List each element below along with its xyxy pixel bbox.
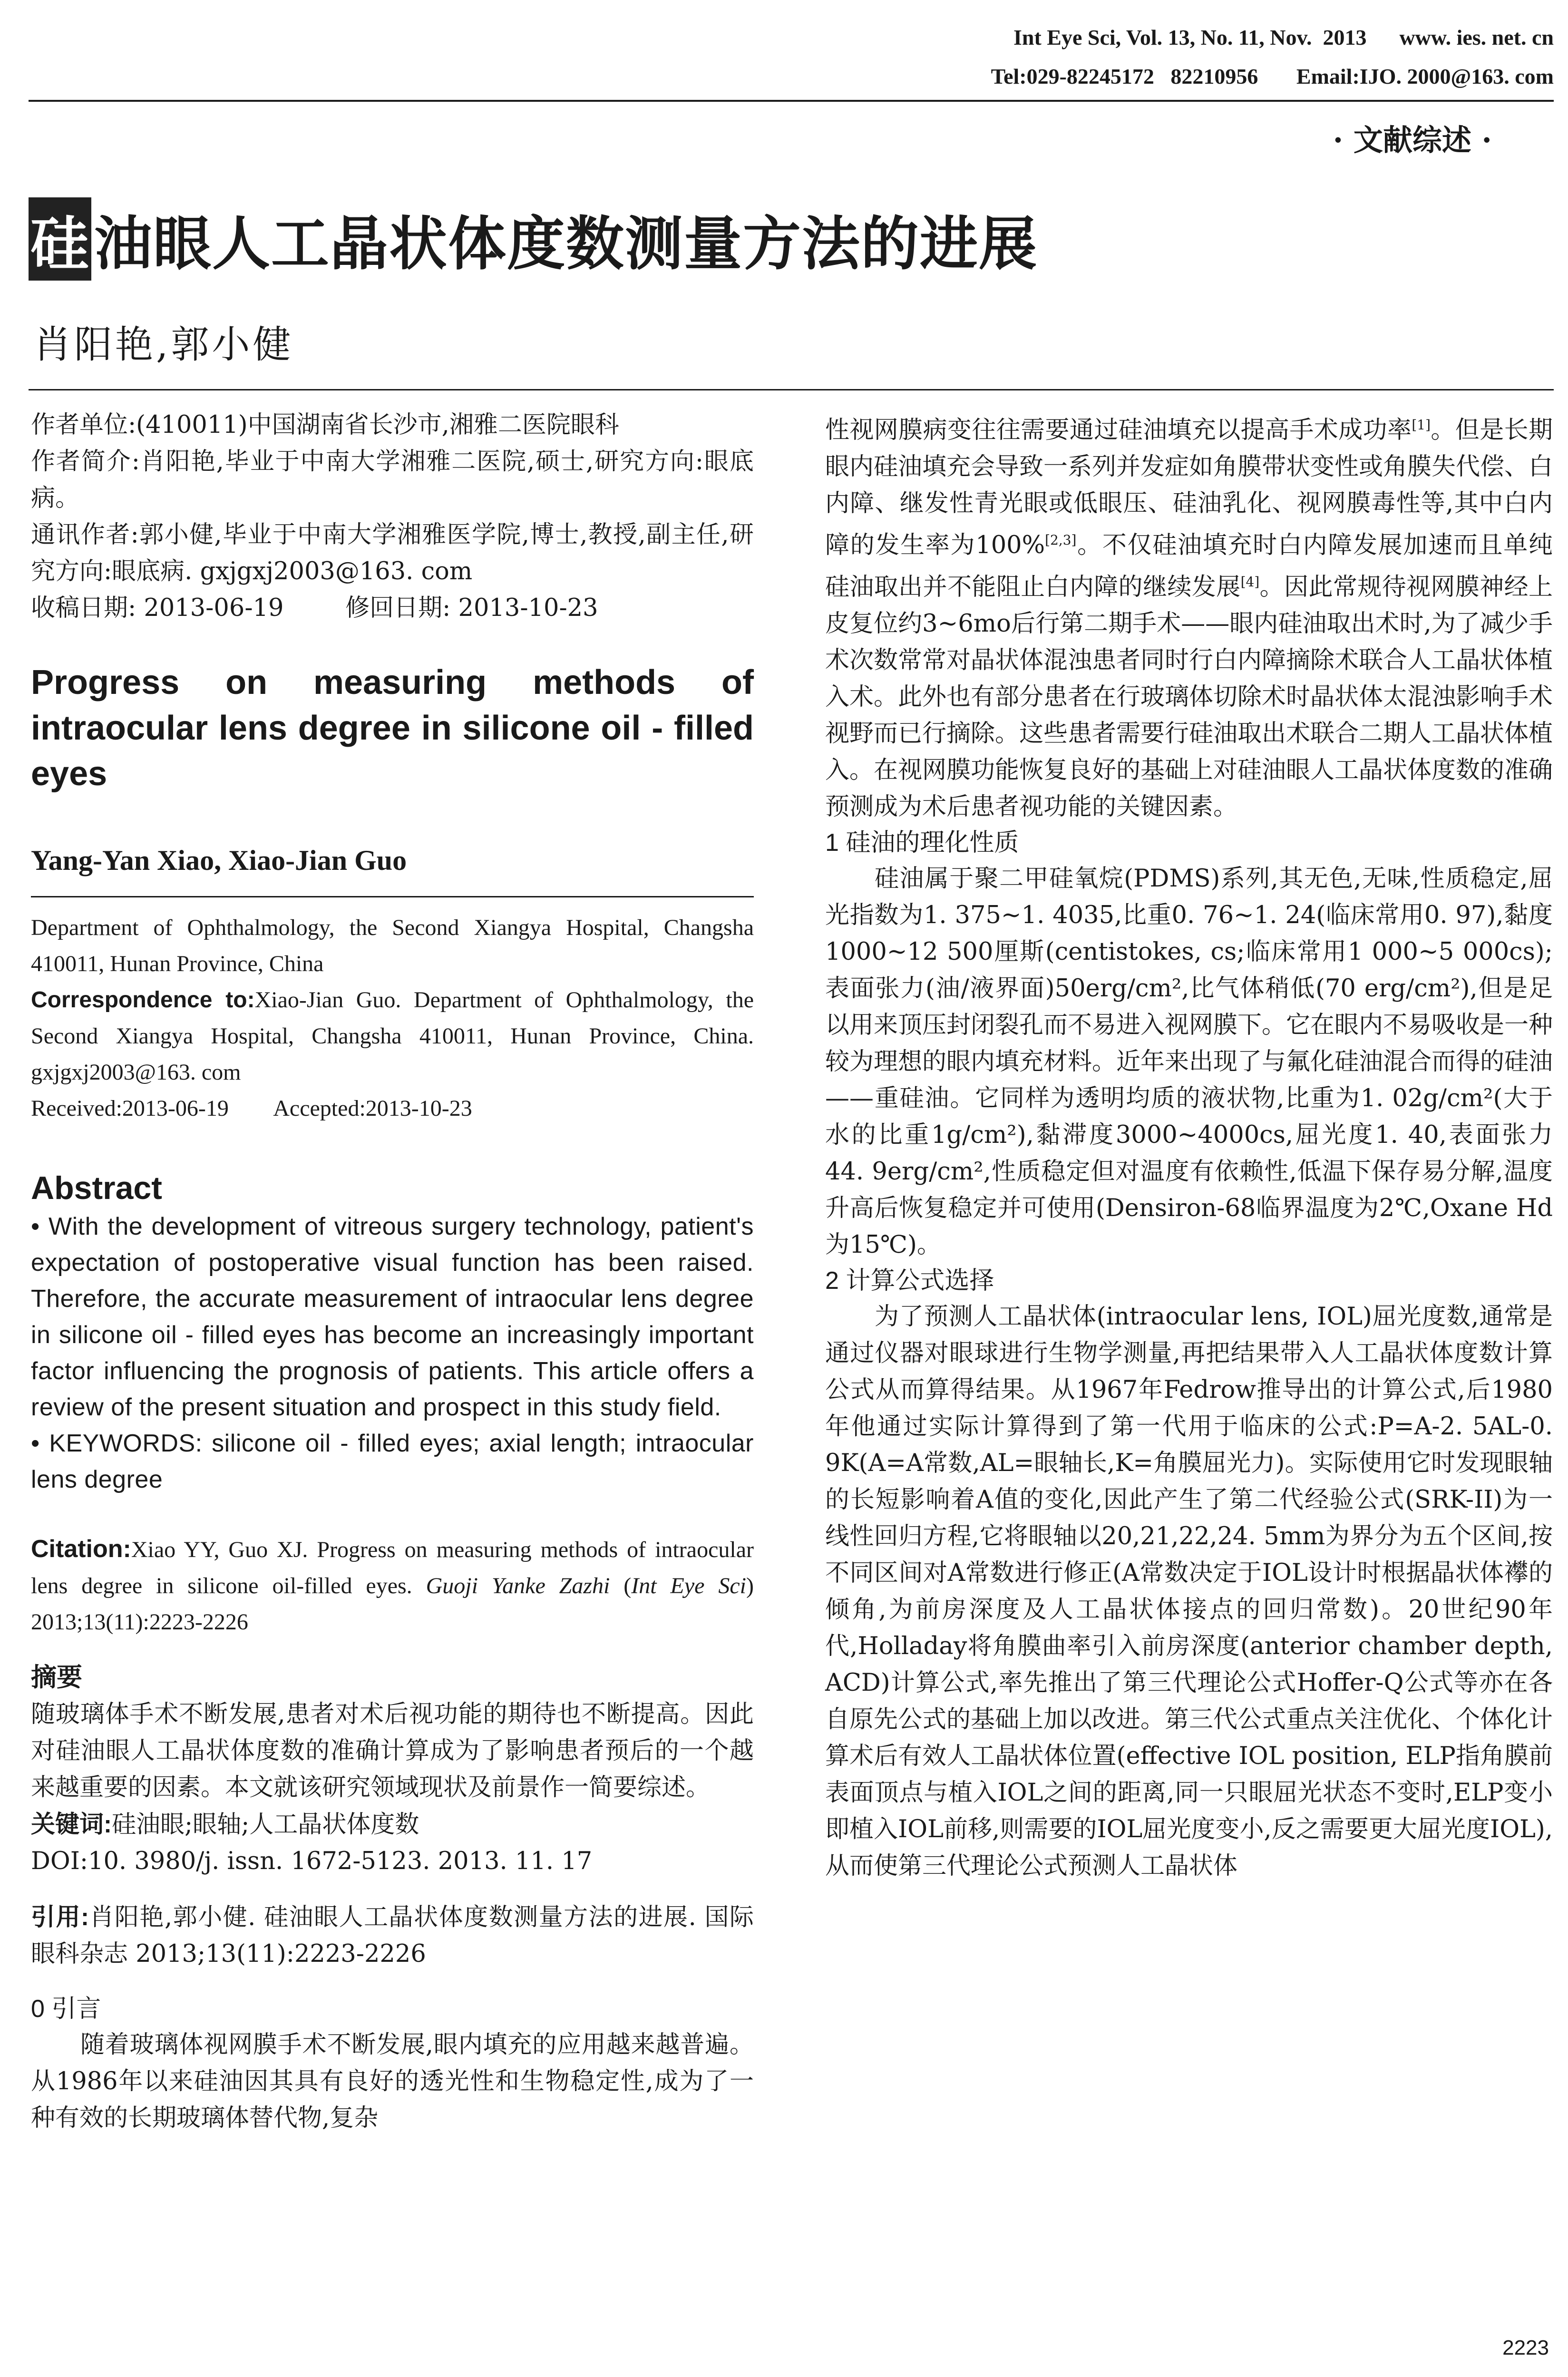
section-2-heading: 2 计算公式选择	[825, 1267, 994, 1295]
department: Department of Ophthalmology, the Second Xiangya Hospital, Changsha 410011, Hunan Province, China	[31, 915, 754, 976]
section-2-paragraph: 为了预测人工晶状体(intraocular lens, IOL)屈光度数,通常是通过仪器对眼球进行生物学测量,再把结果带入人工晶状体度数计算公式从而算得结果。从1967年Fedrow推导出的计算公式,后1980年他通过实际计算得到了第一代用于临床的公式:P=A-2. 5AL-0. 9K(A=A常数,AL=眼轴长,K=角膜屈光力)。实际使用它时发现眼轴的长短影响着A值的变化,因此产生了第二代经验公式(SRK-II)为一线性回归方程,它将眼轴以20,21,22,24. 5mm为界分为五个区间,按不同区间对A常数进行修正(A常数决定于IOL设计时根据晶状体襻的倾角,为前房深度及人工晶状体接点的回归常数)。20世纪90年代,Holladay将角膜曲率引入前房深度(anterior chamber depth, ACD)计算公式,率先推出了第三代理论公式Hoffer-Q公式等亦在各自原先公式的基础上加以改进。第三代公式重点关注优化、个体化计算术后有效人工晶状体位置(effective IOL position, ELP指角膜前表面顶点与植入IOL之间的距离,同一只眼屈光状态不变时,ELP变小即植入IOL前移,则需要的IOL屈光度变小,反之需要更大屈光度IOL),从而使第三代理论公式预测人工晶状体	[825, 1303, 1553, 1880]
authors-rule	[29, 389, 1554, 390]
english-authors: Yang-Yan Xiao, Xiao-Jian Guo	[31, 845, 407, 876]
correspondence: Correspondence to:Xiao-Jian Guo. Department of Ophthalmology, the Second Xiangya Hospital, Changsha 410011, Hunan Province, China. gxjgxj2003@163. com	[31, 987, 754, 1085]
affiliation-line: 作者单位:(410011)中国湖南省长沙市,湘雅二医院眼科	[31, 411, 619, 439]
section-1-paragraph: 硅油属于聚二甲硅氧烷(PDMS)系列,其无色,无味,性质稳定,屈光指数为1. 375~1. 4035,比重0. 76~1. 24(临床常用0. 97),黏度1000~12 500厘斯(centistokes, cs;临床常用1 000~5 000cs);表面张力(油/液界面)50erg/cm²,比气体稍低(70 erg/cm²),但是足以用来顶压封闭裂孔而不易进入视网膜下。它在眼内不易吸收是一种较为理想的眼内填充材料。近年来出现了与氟化硅油混合而得的硅油——重硅油。它同样为透明均质的液状物,比重为1. 02g/cm²(大于水的比重1g/cm²),黏滞度3000~4000cs,屈光度1. 40,表面张力44. 9erg/cm²,性质稳定但对温度有依赖性,低温下保存易分解,温度升高后恢复稳定并可使用(Densiron-68临界温度为2℃,Oxane Hd为15℃)。	[825, 865, 1553, 1259]
received-dates-en: Received:2013-06-19 Accepted:2013-10-23	[31, 1096, 472, 1121]
english-title: Progress on measuring methods of intraocular lens degree in silicone oil - filled eyes	[31, 663, 754, 793]
section-1-heading: 1 硅油的理化性质	[825, 829, 1019, 857]
reference-4: [4]	[1240, 574, 1260, 590]
left-column	[31, 407, 754, 2136]
intro-continued-paragraph: 性视网膜病变往往需要通过硅油填充以提高手术成功率[1]。但是长期眼内硅油填充会导致一系列并发症如角膜带状变性或角膜失代偿、白内障、继发性青光眼或低眼压、硅油乳化、视网膜毒性等,其中白内障的发生率为100%[2,3]。不仅硅油填充时白内障发展加速而且单纯硅油取出并不能阻止白内障的继续发展[4]。因此常规待视网膜神经上皮复位约3~6mo后行第二期手术——眼内硅油取出术时,为了减少手术次数常常对晶状体混浊患者同时行白内障摘除术联合人工晶状体植入术。此外也有部分患者在行玻璃体切除术时晶状体太混浊影响手术视野而已行摘除。这些患者需要行硅油取出术联合二期人工晶状体植入。在视网膜功能恢复良好的基础上对硅油眼人工晶状体度数的准确预测成为术后患者视功能的关键因素。	[825, 416, 1553, 821]
doi: DOI:10. 3980/j. issn. 1672-5123. 2013. 11. 17	[31, 1847, 593, 1875]
article-category: · 文献综述 ·	[1333, 123, 1492, 157]
article-title	[29, 197, 1038, 281]
section-0-paragraph: 随着玻璃体视网膜手术不断发展,眼内填充的应用越来越普遍。从1986年以来硅油因其具有良好的透光性和生物稳定性,成为了一种有效的长期玻璃体替代物,复杂	[31, 2031, 754, 2132]
header-rule	[29, 100, 1554, 102]
citation-en: Citation:Xiao YY, Guo XJ. Progress on measuring methods of intraocular lens degree in silicone oil-filled eyes. Guoji Yanke Zazhi (Int Eye Sci) 2013;13(11):2223-2226	[31, 1535, 754, 1635]
title-rest: 油眼人工晶状体度数测量方法的进展	[94, 209, 1038, 278]
received-dates-cn: 收稿日期: 2013-06-19 修回日期: 2013-10-23	[31, 594, 598, 622]
right-column	[825, 407, 1553, 1884]
english-authors-rule	[31, 896, 754, 897]
title-first-char: 硅	[29, 197, 91, 281]
journal-header-line1: Int Eye Sci, Vol. 13, No. 11, Nov. 2013 www. ies. net. cn	[1013, 25, 1554, 49]
page-number: 2223	[1502, 2336, 1549, 2359]
article-authors: 肖阳艳,郭小健	[33, 322, 294, 367]
cn-keywords: 关键词:硅油眼;眼轴;人工晶状体度数	[31, 1811, 419, 1839]
abstract-keywords: • KEYWORDS: silicone oil - filled eyes; axial length; intraocular lens degree	[31, 1430, 754, 1493]
section-0-heading: 0 引言	[31, 1995, 101, 2023]
reference-2-3: [2,3]	[1045, 532, 1077, 548]
cn-citation: 引用:肖阳艳,郭小健. 硅油眼人工晶状体度数测量方法的进展. 国际眼科杂志 2013;13(11):2223-2226	[31, 1903, 754, 1968]
cn-abstract-body: 随玻璃体手术不断发展,患者对术后视功能的期待也不断提高。因此对硅油眼人工晶状体度数的准确计算成为了影响患者预后的一个越来越重要的因素。本文就该研究领域现状及前景作一简要综述。	[31, 1700, 754, 1802]
corresponding-author: 通讯作者:郭小健,毕业于中南大学湘雅医学院,博士,教授,副主任,研究方向:眼底病. gxjgxj2003@163. com	[31, 521, 754, 585]
author-bio: 作者简介:肖阳艳,毕业于中南大学湘雅二医院,硕士,研究方向:眼底病。	[31, 448, 754, 512]
reference-1: [1]	[1412, 417, 1431, 433]
abstract-body: • With the development of vitreous surgery technology, patient's expectation of postoperative visual function has been raised. Therefore, the accurate measurement of intraocular lens degree in silicone oil - filled eyes has become an increasingly important factor influencing the prognosis of patients. This article offers a review of the present situation and prospect in this study field.	[31, 1213, 754, 1421]
abstract-heading: Abstract	[31, 1170, 162, 1206]
cn-abstract-heading: 摘要	[31, 1663, 82, 1692]
journal-header-line2: Tel:029-82245172 82210956 Email:IJO. 2000@163. com	[991, 64, 1554, 88]
